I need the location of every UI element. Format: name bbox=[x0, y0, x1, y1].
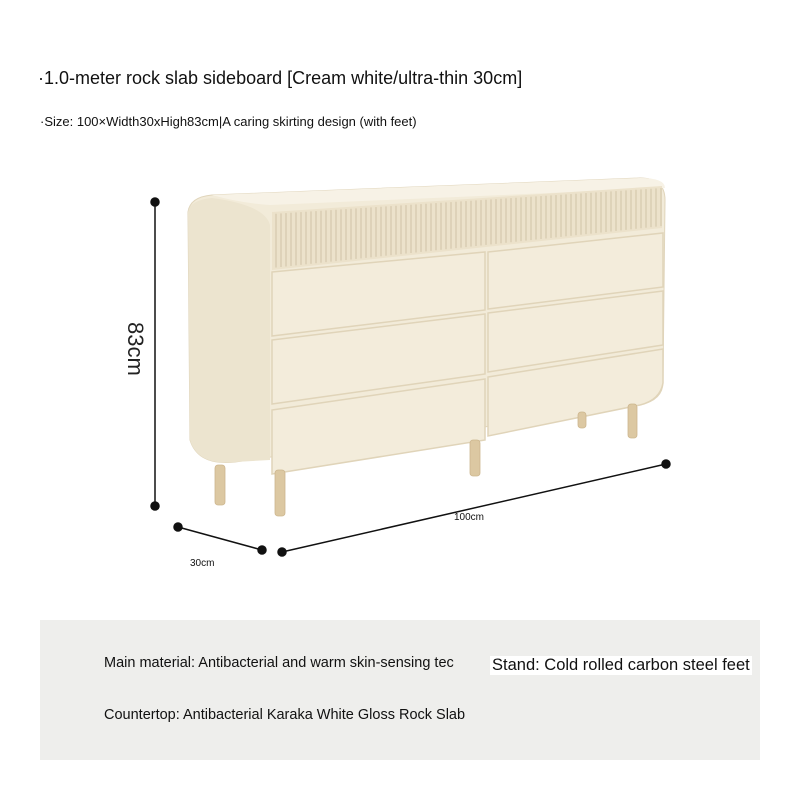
height-label: 83cm bbox=[123, 322, 148, 376]
spec-countertop: Countertop: Antibacterial Karaka White Gloss Rock Slab bbox=[104, 707, 466, 723]
height-dimension bbox=[151, 198, 159, 510]
sideboard-cabinet bbox=[188, 178, 665, 474]
width-label: 100cm bbox=[454, 512, 485, 523]
product-size-subtitle: ·Size: 100×Width30xHigh83cm|A caring skirting design (with feet) bbox=[40, 114, 417, 129]
depth-label: 30cm bbox=[190, 558, 215, 569]
specs-panel bbox=[40, 620, 760, 760]
drawers bbox=[272, 233, 663, 474]
depth-dimension bbox=[174, 523, 266, 554]
product-title: ·1.0-meter rock slab sideboard [Cream white/ultra-thin 30cm] bbox=[38, 68, 523, 88]
spec-main-material: Main material: Antibacterial and warm skin-sensing tec bbox=[104, 655, 454, 671]
spec-stand: Stand: Cold rolled carbon steel feet bbox=[492, 656, 750, 674]
